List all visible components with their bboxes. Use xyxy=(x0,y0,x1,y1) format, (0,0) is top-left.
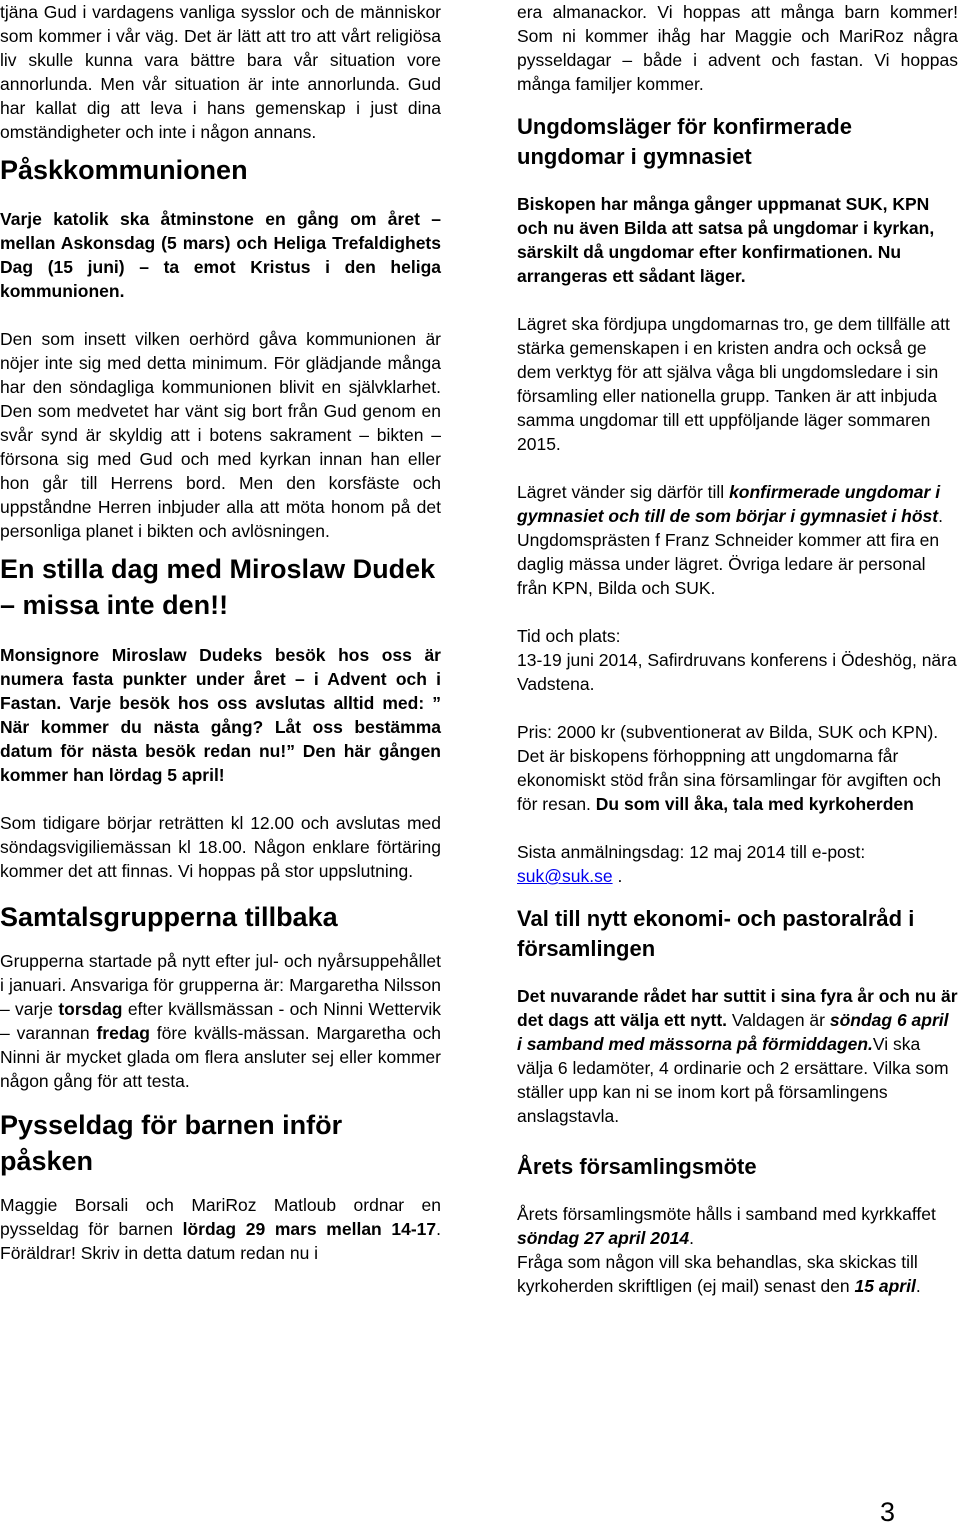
page-number: 3 xyxy=(880,1497,896,1527)
arsmote-body: Årets församlingsmöte hålls i samband med kyrkkaffet söndag 27 april 2014. Fråga som någon vill ska behandlas, ska skickas till kyrkoherden skriftligen (ej mail) senast den 15 april. xyxy=(517,1204,936,1296)
stilla-dag-lead: Monsignore Miroslaw Dudeks besök hos oss är numera fasta punkter under året – i Advent och i Fastan. Varje besök hos oss avslutas alltid med: ” När kommer du nästa gång? Låt oss bestämma datum för nästa besök redan nu!” Den här gången kommer han lördag 5 april! xyxy=(0,645,441,785)
val-body: Det nuvarande rådet har suttit i sina fyra år och nu är det dags att välja ett nytt. Valdagen är söndag 6 april i samband med mässorna på förmiddagen.Vi ska välja 6 ledamöter, 4 ordinarie och 2 ersättare. Vilka som ställer upp kan ni se inom kort på församlingens anslagstavla. xyxy=(517,986,958,1126)
pyssel-body: Maggie Borsali och MariRoz Matloub ordnar en pysseldag för barnen lördag 29 mars mellan 14-17. Föräldrar! Skriv in detta datum redan nu i xyxy=(0,1195,442,1263)
ungdom-p2: Lägret vänder sig därför till konfirmerade ungdomar i gymnasiet och till de som börjar i gymnasiet i höst. Ungdomsprästen f Franz Schneider kommer att fira en daglig mässa under lägret. Övriga ledare är personal från KPN, Bilda och SUK. xyxy=(517,482,943,598)
paskkommunionen-heading: Påskkommunionen xyxy=(0,155,248,185)
right-column xyxy=(517,0,958,1298)
ungdom-tid-value: 13-19 juni 2014, Safirdruvans konferens i Ödeshög, nära Vadstena. xyxy=(517,650,957,694)
stilla-dag-body: Som tidigare börjar reträtten kl 12.00 och avslutas med söndagsvigiliemässan kl 18.00. Någon enklare förtäring kommer det att finnas. Vi hoppas på stor uppslutning. xyxy=(0,813,441,881)
ungdom-pris: Pris: 2000 kr (subventionerat av Bilda, SUK och KPN). Det är biskopens förhoppning att ungdomarna får ekonomiskt stöd från sina församlingar för avgiften och för resan. Du som vill åka, tala med kyrkoherden xyxy=(517,722,942,814)
ungdom-heading: Ungdomsläger för konfirmerade ungdomar i gymnasiet xyxy=(517,114,852,169)
ungdom-anmalan: Sista anmälningsdag: 12 maj 2014 till e-post: suk@suk.se . xyxy=(517,842,866,886)
paskkommunionen-body: Den som insett vilken oerhörd gåva kommunionen är nöjer inte sig med detta minimum. För glädjande många har den söndagliga kommunionen blivit en självklarhet. Den som medvetet har vänt sig bort från Gud genom en svår synd är skyldig att i botens sakrament – bikten – försona sig med Gud och med kyrkan innan han eller hon går till Herrens bord. Men den korsfäste och uppståndne Herren inbjuder alla att möta honom på det personliga planet i bikten och avlösningen. xyxy=(0,329,441,541)
val-heading: Val till nytt ekonomi- och pastoralråd i församlingen xyxy=(517,906,915,961)
stilla-dag-heading: En stilla dag med Miroslaw Dudek – missa inte den!! xyxy=(0,554,436,620)
samtal-heading: Samtalsgrupperna tillbaka xyxy=(0,902,338,932)
left-column xyxy=(0,0,441,1265)
pyssel-continued: era almanackor. Vi hoppas att många barn kommer! Som ni kommer ihåg har Maggie och MariRoz några pysseldagar – både i advent och fastan. Vi hoppas många familjer kommer. xyxy=(517,2,958,94)
ungdom-p1: Lägret ska fördjupa ungdomarnas tro, ge dem tillfälle att stärka gemenskapen i en kristen andra och också ge dem verktyg för att själva våga bli ungdomsledare i sin församling eller nationella grupp. Tanken är att inbjuda samma ungdomar till ett uppföljande läger sommaren 2015. xyxy=(517,314,950,454)
intro-paragraph: tjäna Gud i vardagens vanliga sysslor och de människor som kommer i vår väg. Det är lätt att tro att vårt religiösa liv skulle kunna vara bättre bara vår situation vore annorlunda. Men vår situation är inte annorlunda. Gud har kallat dig att leva i hans gemenskap i just dina omständigheter och inte i någon annans. xyxy=(0,2,441,142)
ungdom-lead: Biskopen har många gånger uppmanat SUK, KPN och nu även Bilda att satsa på ungdomar i kyrkan, särskilt då ungdomar efter konfirmationen. Nu arrangeras ett sådant läger. xyxy=(517,194,935,286)
ungdom-tid-label: Tid och plats: xyxy=(517,626,621,646)
paskkommunionen-lead: Varje katolik ska åtminstone en gång om året – mellan Askonsdag (5 mars) och Heliga Trefaldighets Dag (15 juni) – ta emot Kristus i den heliga kommunionen. xyxy=(0,209,441,301)
pyssel-heading: Pysseldag för barnen inför påsken xyxy=(0,1110,343,1176)
samtal-body: Grupperna startade på nytt efter jul- och nyårsuppehållet i januari. Ansvariga för grupperna är: Margaretha Nilsson – varje torsdag efter kvällsmässan - och Ninni Wettervik – varannan fredag före kvälls-mässan. Margaretha och Ninni är mycket glada om flera ansluter sej eller kommer någon gång för att testa. xyxy=(0,951,441,1091)
email-link[interactable]: suk@suk.se xyxy=(517,866,613,886)
arsmote-heading: Årets församlingsmöte xyxy=(517,1154,757,1179)
